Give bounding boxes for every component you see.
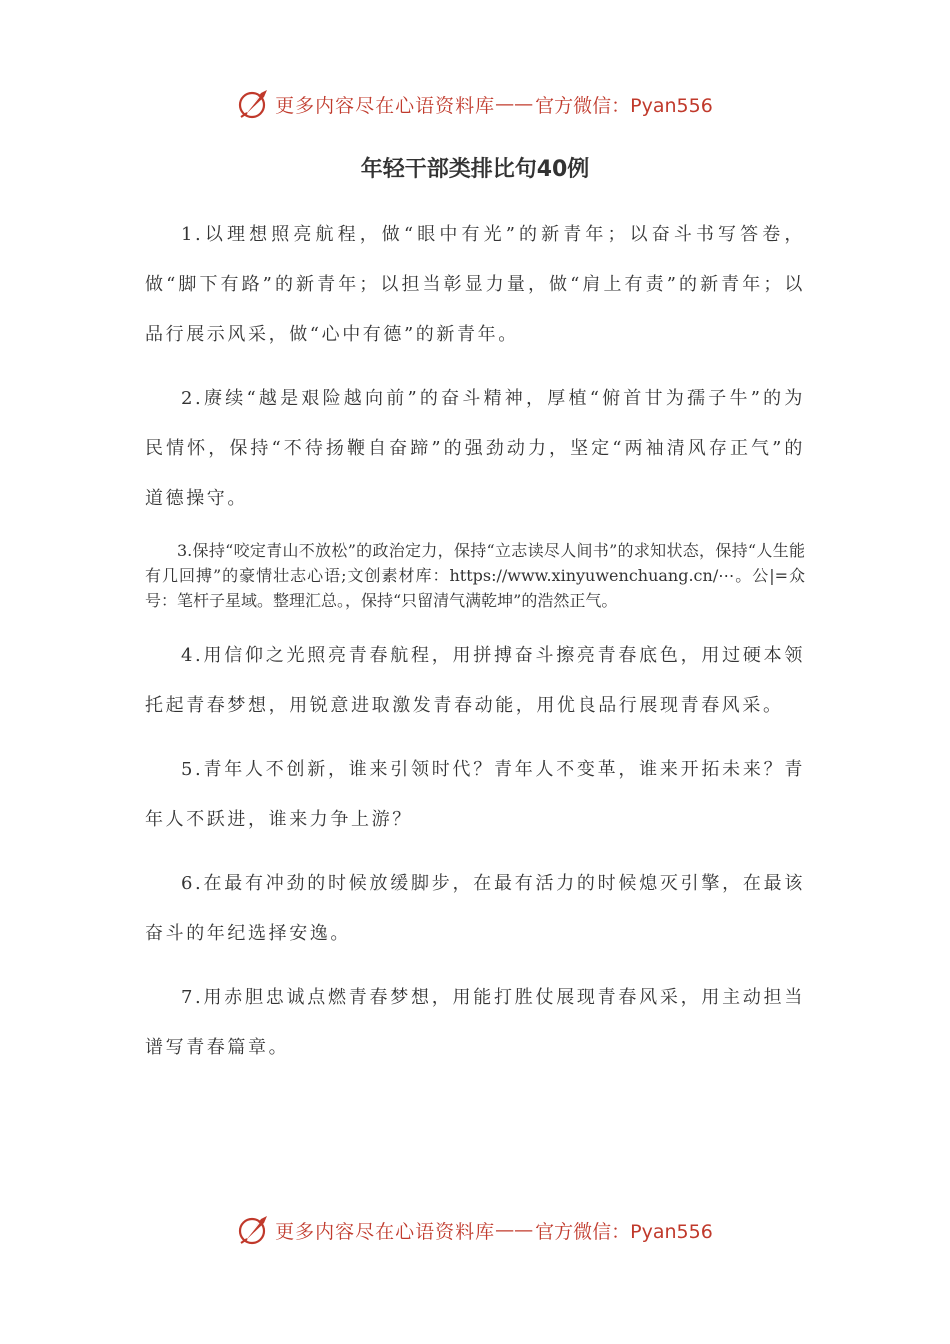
- header-banner: [0, 84, 950, 124]
- paragraph-4: 4.用信仰之光照亮青春航程，用拼搏奋斗擦亮青春底色，用过硬本领托起青春梦想，用锐意进取激发青春动能，用优良品行展现青春风采。: [145, 645, 805, 716]
- quill-pen-logo-icon: [237, 87, 271, 121]
- banner-text: 更多内容尽在心语资料库: [275, 1220, 496, 1243]
- banner-dash: ——: [495, 1219, 534, 1241]
- document-title: 年轻干部类排比句40例: [360, 157, 590, 182]
- paragraph-6: 6.在最有冲劲的时候放缓脚步，在最有活力的时候熄灭引擎，在最该奋斗的年纪选择安逸。: [145, 873, 805, 944]
- paragraph-1: 1.以理想照亮航程，做“眼中有光”的新青年；以奋斗书写答卷，做“脚下有路”的新青年；以担当彰显力量，做“肩上有责”的新青年；以品行展示风采，做“心中有德”的新青年。: [145, 224, 805, 345]
- paragraph-3: 3.保持“咬定青山不放松”的政治定力，保持“立志读尽人间书”的求知状态，保持“人生能有几回搏”的豪情壮志心语;文创素材库：https://www.xinyuwenchuang.cn/⋯。公|=众号：笔杆子星域。整理汇总。，保持“只留清气满乾坤”的浩然正气。: [145, 541, 805, 610]
- banner-wechat: 官方微信：Pyan556: [535, 94, 713, 117]
- quill-pen-logo-icon: [237, 1213, 271, 1247]
- paragraph-2: 2.赓续“越是艰险越向前”的奋斗精神，厚植“俯首甘为孺子牛”的为民情怀，保持“不待扬鞭自奋蹄”的强劲动力，坚定“两袖清风存正气”的道德操守。: [145, 388, 805, 509]
- footer-banner: [0, 1210, 950, 1250]
- banner-text: 更多内容尽在心语资料库: [275, 94, 496, 117]
- paragraph-5: 5.青年人不创新，谁来引领时代？青年人不变革，谁来开拓未来？青年人不跃进，谁来力争上游？: [145, 759, 805, 830]
- banner-wechat: 官方微信：Pyan556: [535, 1220, 713, 1243]
- document-body: [145, 210, 805, 1087]
- banner-dash: ——: [495, 93, 534, 115]
- paragraph-7: 7.用赤胆忠诚点燃青春梦想，用能打胜仗展现青春风采，用主动担当谱写青春篇章。: [145, 987, 805, 1058]
